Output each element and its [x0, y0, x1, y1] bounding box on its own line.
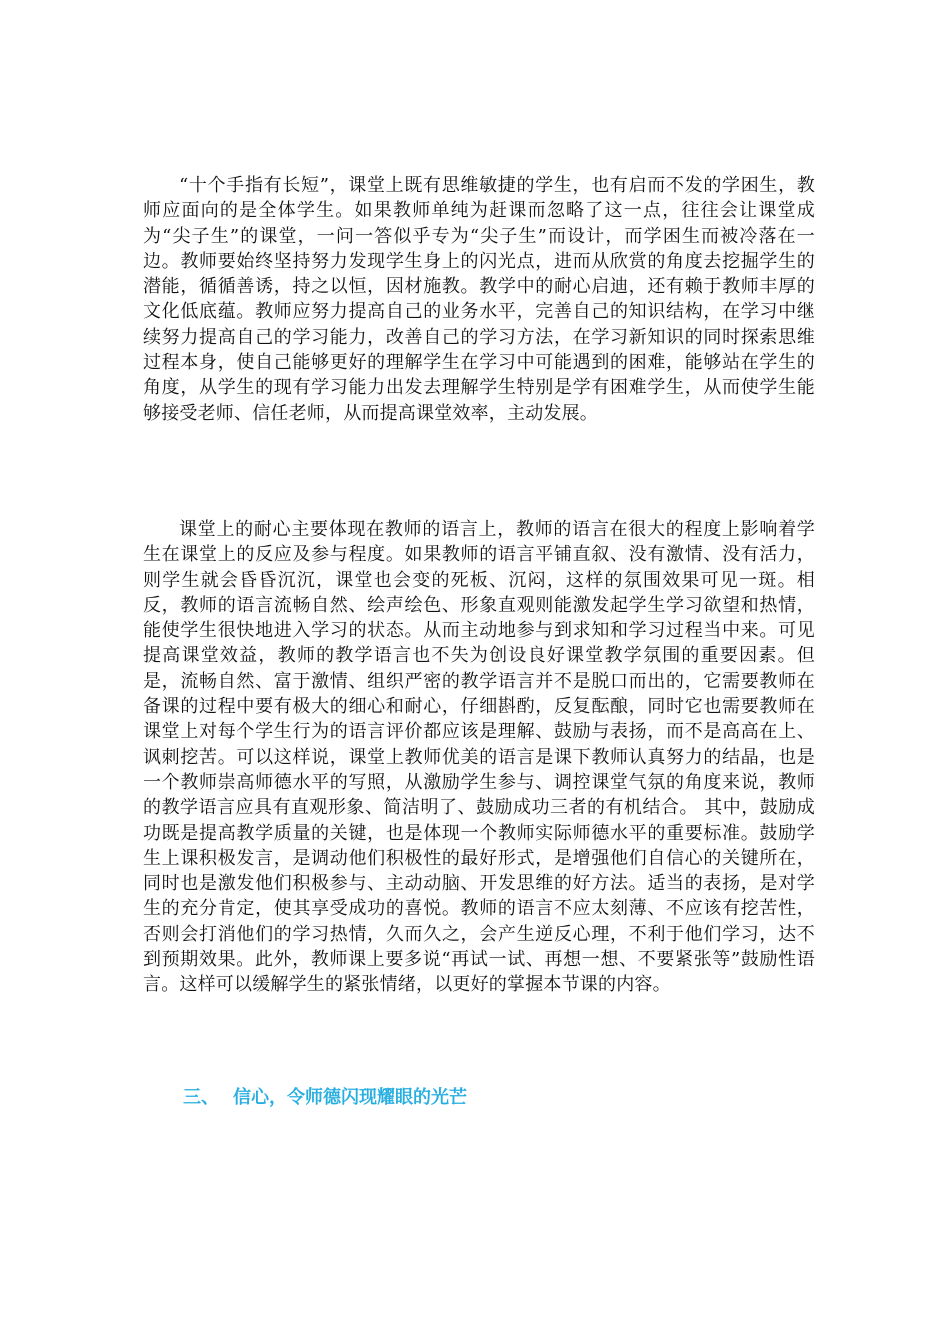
section-title: 信心，令师德闪现耀眼的光芒 [233, 1087, 467, 1108]
section-number: 三、 [183, 1087, 219, 1108]
paragraph-patience-all-students: “十个手指有长短”，课堂上既有思维敏捷的学生，也有启而不发的学困生，教师应面向的是全体学生。如果教师单纯为赶课而忽略了这一点，往往会让课堂成为“尖子生”的课堂，一问一答似乎专为“尖子生”而设计，而学困生而被冷落在一边。教师要始终坚持努力发现学生身上的闪光点，进而从欣赏的角度去挖掘学生的潜能，循循善诱，持之以恒，因材施教。教学中的耐心启迪，还有赖于教师丰厚的文化低底蕴。教师应努力提高自己的业务水平，完善自己的知识结构，在学习中继续努力提高自己的学习能力，改善自己的学习方法，在学习新知识的同时探索思维过程本身，使自己能够更好的理解学生在学习中可能遇到的困难，能够站在学生的角度，从学生的现有学习能力出发去理解学生特别是学有困难学生，从而使学生能够接受老师、信任老师，从而提高课堂效率，主动发展。 [143, 175, 815, 424]
section-heading [183, 1083, 467, 1109]
paragraph-teacher-language: 课堂上的耐心主要体现在教师的语言上，教师的语言在很大的程度上影响着学生在课堂上的反应及参与程度。如果教师的语言平铺直叙、没有激情、没有活力，则学生就会昏昏沉沉，课堂也会变的死板、沉闷，这样的氛围效果可见一斑。相反，教师的语言流畅自然、绘声绘色、形象直观则能激发起学生学习欲望和热情，能使学生很快地进入学习的状态。从而主动地参与到求知和学习过程当中来。可见提高课堂效益，教师的教学语言也不失为创设良好课堂教学氛围的重要因素。但是，流畅自然、富于激情、组织严密的教学语言并不是脱口而出的，它需要教师在备课的过程中要有极大的细心和耐心，仔细斟酌，反复酝酿，同时它也需要教师在课堂上对每个学生行为的语言评价都应该是理解、鼓励与表扬，而不是高高在上、讽刺挖苦。可以这样说，课堂上教师优美的语言是课下教师认真努力的结晶，也是一个教师崇高师德水平的写照，从激励学生参与、调控课堂气氛的角度来说，教师的教学语言应具有直观形象、简洁明了、鼓励成功三者的有机结合。 其中，鼓励成功既是提高教学质量的关键，也是体现一个教师实际师德水平的重要标准。鼓励学生上课积极发言，是调动他们积极性的最好形式，是增强他们自信心的关键所在，同时也是激发他们积极参与、主动动脑、开发思维的好方法。适当的表扬，是对学生的充分肯定，使其享受成功的喜悦。教师的语言不应太刻薄、不应该有挖苦性，否则会打消他们的学习热情，久而久之，会产生逆反心理，不利于他们学习，达不到预期效果。此外，教师课上要多说“再试一试、再想一想、不要紧张等”鼓励性语言。这样可以缓解学生的紧张情绪，以更好的掌握本节课的内容。 [143, 519, 815, 996]
